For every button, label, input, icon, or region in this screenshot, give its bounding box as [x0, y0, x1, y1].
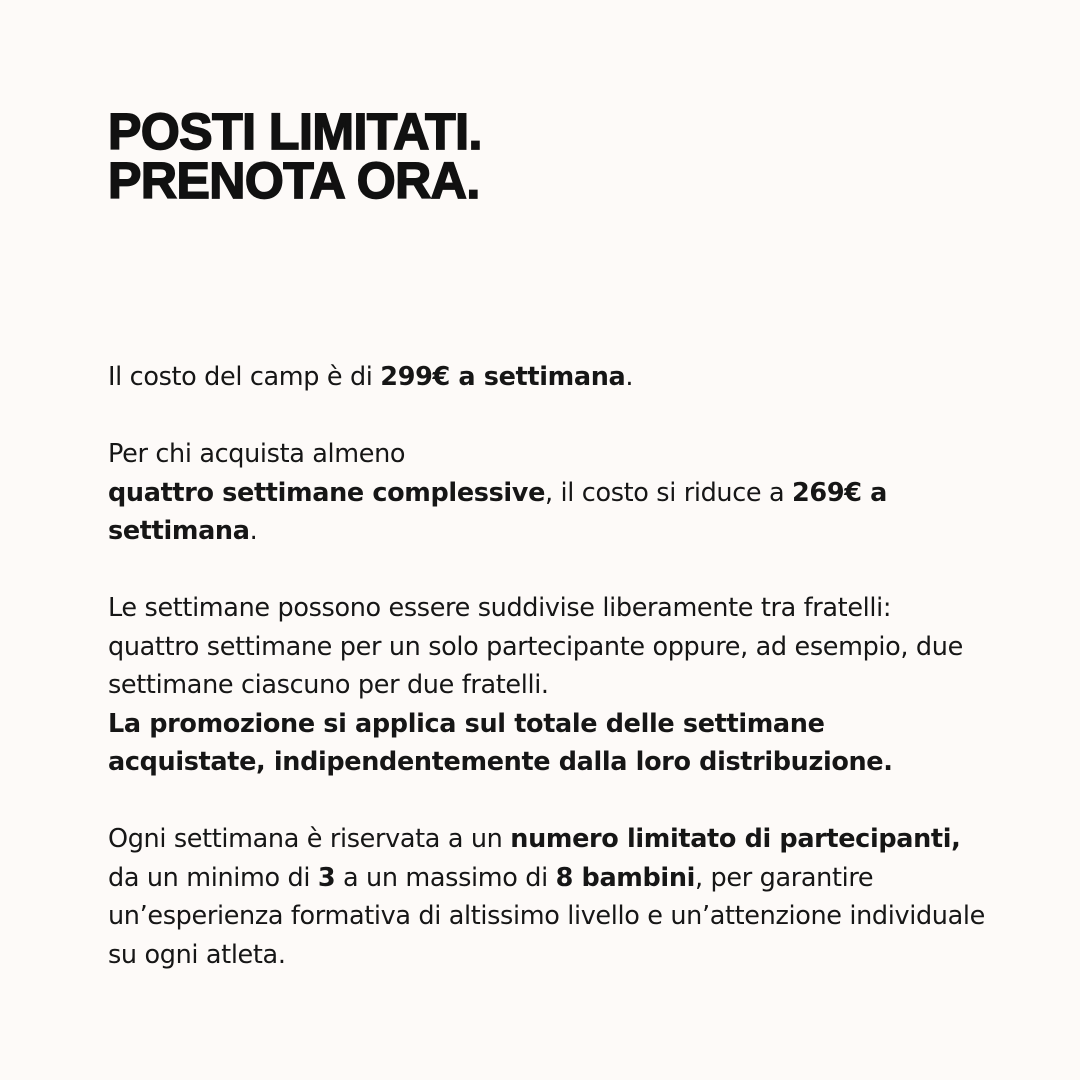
discount-period: . — [249, 516, 258, 546]
limited-participants: numero limitato di partecipanti, — [510, 824, 961, 854]
siblings-paragraph — [108, 589, 988, 782]
participants-max-text: a un massimo di — [335, 862, 556, 893]
max-participants: 8 bambini — [555, 862, 696, 893]
price-text: Il costo del camp è di — [108, 362, 381, 392]
participants-paragraph — [108, 820, 988, 974]
min-participants: 3 — [317, 862, 336, 893]
discount-text: , il costo si riduce a — [545, 477, 793, 508]
price-period: . — [625, 362, 634, 392]
discount-condition: quattro settimane complessive — [108, 477, 546, 508]
participants-intro: Ogni settimana è riservata a un — [108, 824, 511, 854]
weekly-price: 299€ a settimana — [380, 362, 626, 392]
body-text — [108, 358, 988, 974]
discount-paragraph — [108, 435, 988, 551]
price-paragraph — [108, 358, 988, 397]
siblings-text: Le settimane possono essere suddivise liberamente tra fratelli: quattro settimane per un solo partecipante oppure, ad esempio, due settimane ciascuno per due fratelli. — [108, 593, 963, 700]
participants-min-text: da un minimo di — [108, 862, 318, 893]
headline-line-2: PRENOTA ORA. — [108, 151, 480, 209]
headline-line-1: POSTI LIMITATI. — [108, 102, 482, 161]
headline — [108, 102, 482, 209]
discount-intro: Per chi acquista almeno — [108, 439, 406, 469]
promotion-note: La promozione si applica sul totale delle settimane acquistate, indipendentemente dalla loro distribuzione. — [108, 708, 893, 777]
participants-outro: , per garantire un’esperienza formativa di altissimo livello e un’attenzione individuale su ogni atleta. — [108, 862, 985, 970]
discounted-price: 269€ a settimana — [108, 477, 887, 546]
